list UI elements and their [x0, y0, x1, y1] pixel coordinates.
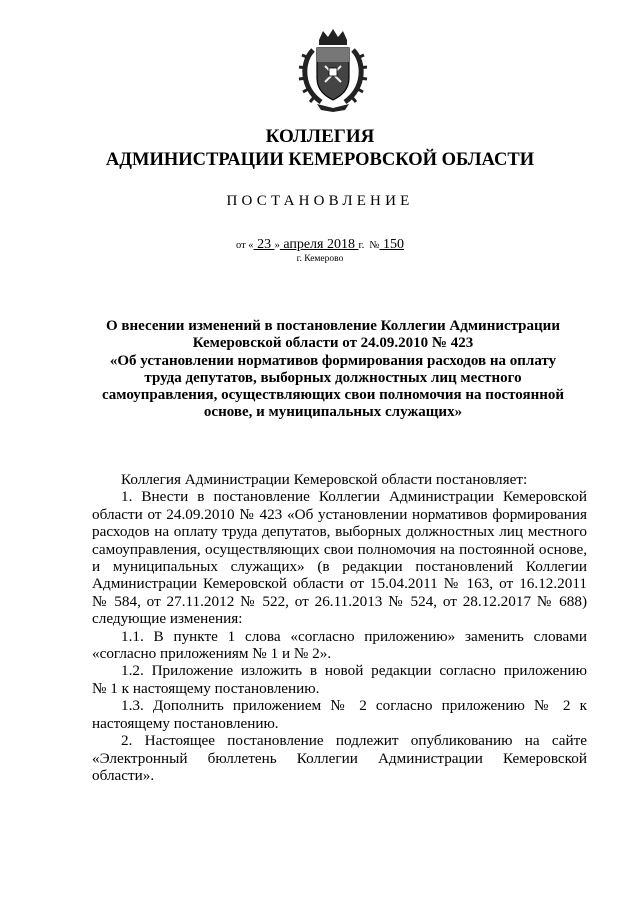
- body-line: 1.2. Приложение изложить в новой редакции согласно приложению: [121, 662, 587, 680]
- title-line: самоуправления, осуществляющих свои полномочия на постоянной: [101, 387, 565, 404]
- title-line: труда депутатов, выборных должностных лиц местного: [144, 369, 522, 386]
- date-month-year: апреля 2018: [279, 237, 359, 252]
- date-line: [0, 237, 640, 253]
- body-line: «согласно приложениям № 1 и № 2».: [92, 645, 332, 663]
- org-line2: АДМИНИСТРАЦИИ КЕМЕРОВСКОЙ ОБЛАСТИ: [105, 150, 535, 170]
- title-line: «Об установлении нормативов формирования расходов на оплату: [109, 352, 557, 369]
- body-line: 1.3. Дополнить приложением № 2 согласно приложению № 2 к: [121, 697, 587, 715]
- title-line: основе, и муниципальных служащих»: [203, 404, 463, 421]
- coat-of-arms-icon: [295, 28, 371, 112]
- body-line: следующие изменения:: [92, 610, 243, 628]
- body-line: 1.1. В пункте 1 слова «согласно приложению» заменить словами: [121, 627, 587, 645]
- body-line: 2. Настоящее постановление подлежит опубликованию на сайте: [121, 732, 587, 750]
- city: г. Кемерово: [296, 254, 344, 264]
- body-line: области».: [92, 766, 155, 784]
- title-line: Кемеровской области от 24.09.2010 № 423: [192, 335, 474, 352]
- doc-type: ПОСТАНОВЛЕНИЕ: [226, 193, 414, 209]
- body-line: «Электронный бюллетень Коллегии Администрации Кемеровской: [92, 749, 587, 767]
- document-body: [92, 471, 587, 784]
- org-line1: КОЛЛЕГИЯ: [265, 126, 375, 147]
- body-line: расходов на оплату труда депутатов, выборных должностных лиц местного: [92, 523, 587, 541]
- body-line: области от 24.09.2010 № 423 «Об установлении нормативов формирования: [92, 505, 587, 523]
- number-label: №: [369, 240, 380, 251]
- date-year-suffix: г.: [358, 240, 365, 251]
- body-line: настоящему постановлению.: [92, 714, 279, 732]
- body-line: самоуправления, осуществляющих свои полномочия на постоянной основе,: [92, 540, 587, 558]
- body-line: Коллегия Администрации Кемеровской области постановляет:: [121, 471, 528, 488]
- body-line: № 584, от 27.11.2012 № 522, от 26.11.2013 № 524, от 28.12.2017 № 688): [92, 592, 587, 610]
- document-title: [88, 318, 578, 422]
- body-line: 1. Внести в постановление Коллегии Администрации Кемеровской: [121, 488, 587, 506]
- date-prefix: от «: [235, 240, 254, 251]
- doc-number: 150: [379, 237, 405, 252]
- body-line: Администрации Кемеровской области от 15.04.2011 № 163, от 16.12.2011: [92, 575, 587, 593]
- title-line: О внесении изменений в постановление Коллегии Администрации: [106, 318, 560, 334]
- date-quote-close: »: [274, 240, 280, 251]
- body-line: № 1 к настоящему постановлению.: [92, 679, 320, 697]
- body-line: и муниципальных служащих» (в редакции постановлений Коллегии: [92, 558, 587, 576]
- date-day: 23: [253, 237, 275, 252]
